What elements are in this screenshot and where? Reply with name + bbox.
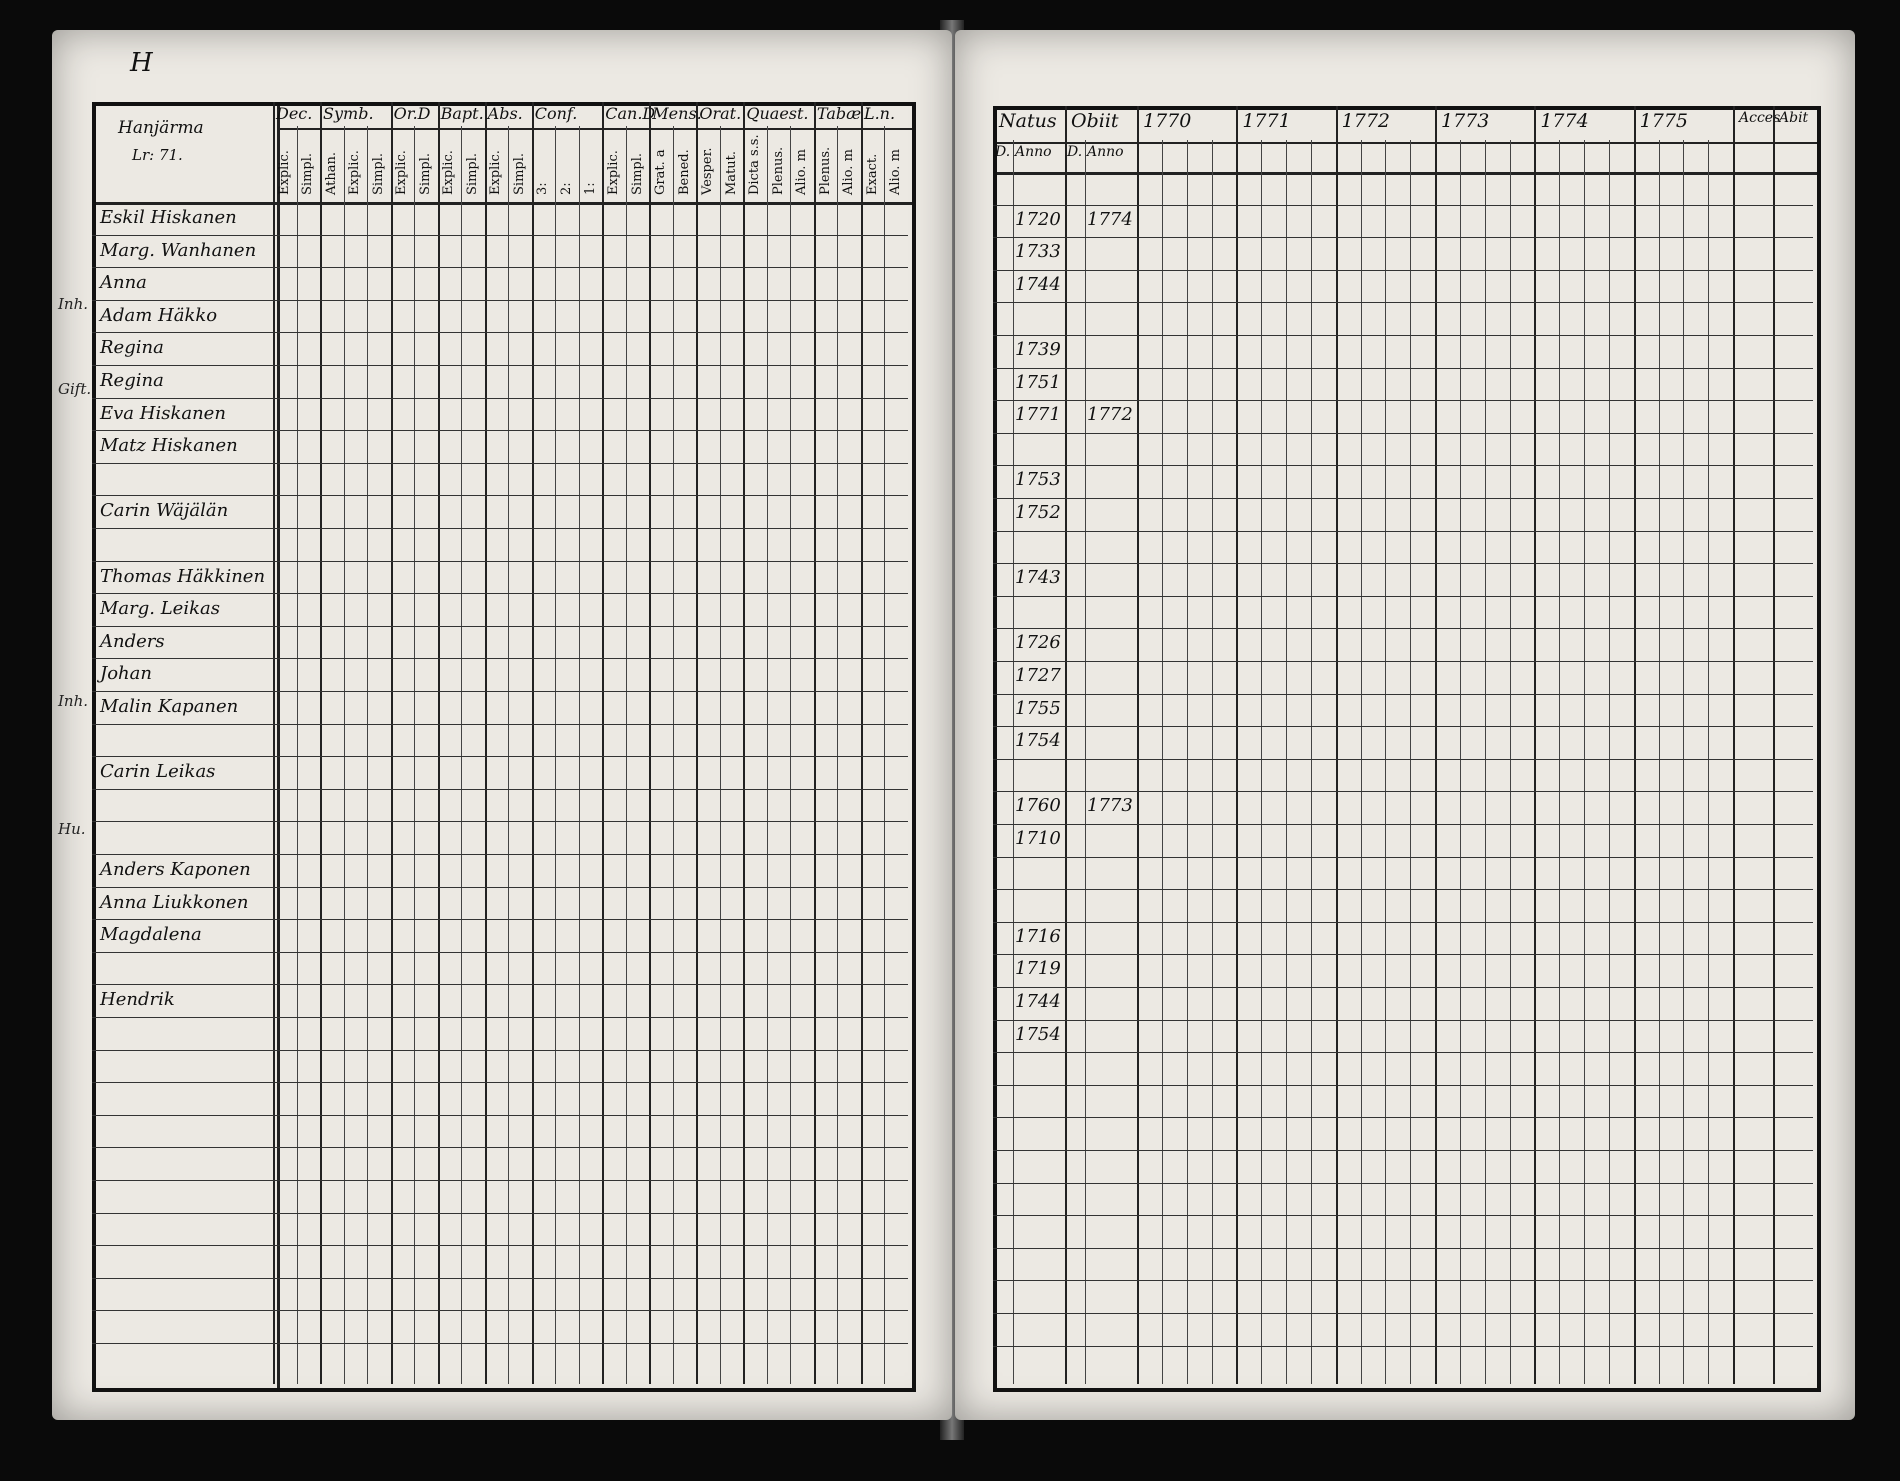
row-line <box>993 1052 1813 1053</box>
row-line <box>92 1147 908 1148</box>
column-divider <box>273 102 275 1384</box>
death-year: 1774 <box>1087 208 1133 230</box>
row-line <box>993 531 1813 532</box>
subcolumn-divider <box>1708 140 1709 1384</box>
row-line <box>92 463 908 464</box>
person-name: Carin Wäjälän <box>100 500 229 522</box>
subcolumn-divider <box>884 126 885 1384</box>
birth-year: 1754 <box>1015 730 1061 752</box>
row-line <box>92 1082 908 1083</box>
subcolumn-divider <box>837 126 838 1384</box>
row-line <box>92 398 908 399</box>
column-subheader: Alio. m <box>841 149 857 195</box>
column-header: 1774 <box>1540 110 1589 132</box>
column-header: Mens. <box>652 104 702 123</box>
row-line <box>92 332 908 333</box>
row-line <box>993 1280 1813 1281</box>
birth-death-register-table <box>993 106 1821 1392</box>
subcolumn-divider <box>1187 140 1188 1384</box>
subcolumn-divider <box>344 126 345 1384</box>
column-divider <box>485 102 487 1384</box>
subcolumn-divider <box>1510 140 1511 1384</box>
subcolumn-divider <box>720 126 721 1384</box>
margin-note: Inh. <box>58 692 89 710</box>
row-line <box>92 887 908 888</box>
column-subheader: Exact. <box>864 153 880 195</box>
column-header: Conf. <box>534 104 578 123</box>
subcolumn-divider <box>1559 140 1560 1384</box>
subcolumn-divider <box>555 126 556 1384</box>
row-line <box>993 335 1813 336</box>
row-line <box>92 1310 908 1311</box>
subcolumn-divider <box>1361 140 1362 1384</box>
subcolumn-divider <box>579 126 580 1384</box>
column-divider <box>1773 106 1775 1384</box>
column-subheader: Explic. <box>441 150 457 195</box>
birth-year: 1755 <box>1015 697 1061 719</box>
person-name: Eskil Hiskanen <box>100 207 237 228</box>
row-line <box>993 302 1813 303</box>
subcolumn-divider <box>767 126 768 1384</box>
row-line <box>92 626 908 627</box>
subcolumn-divider <box>1311 140 1312 1384</box>
parish-number: Lr: 71. <box>132 146 183 164</box>
row-line <box>92 1343 908 1344</box>
column-header: Acces <box>1739 110 1781 126</box>
row-line <box>92 1213 908 1214</box>
column-header: Abs. <box>487 104 523 123</box>
row-line <box>993 237 1813 238</box>
row-line <box>993 498 1813 499</box>
birth-year: 1744 <box>1015 991 1061 1012</box>
birth-year: 1719 <box>1015 958 1061 980</box>
column-divider <box>1634 106 1636 1384</box>
column-subheader: Simpl. <box>511 152 527 195</box>
birth-year: 1727 <box>1015 665 1061 686</box>
subcolumn-divider <box>367 126 368 1384</box>
column-header: 1770 <box>1143 110 1192 132</box>
subcolumn-divider <box>508 126 509 1384</box>
left-page <box>52 30 952 1420</box>
person-name: Anders <box>100 630 165 652</box>
column-subheader: Alio. m <box>794 149 810 195</box>
person-name: Magdalena <box>100 924 202 946</box>
row-line <box>993 1215 1813 1216</box>
row-line <box>993 922 1813 923</box>
parish-name: Hanjärma <box>118 118 204 138</box>
row-line <box>993 726 1813 727</box>
column-divider <box>1236 106 1238 1384</box>
person-name: Marg. Wanhanen <box>100 239 257 261</box>
column-divider <box>1733 106 1735 1384</box>
column-header: 1773 <box>1441 110 1490 132</box>
column-divider <box>1065 106 1067 1384</box>
person-name: Anders Kaponen <box>100 859 251 880</box>
row-line <box>993 1020 1813 1021</box>
column-header: 1771 <box>1242 110 1291 132</box>
row-line <box>92 854 908 855</box>
row-line <box>993 954 1813 955</box>
column-divider <box>743 102 745 1384</box>
subcolumn-divider <box>1385 140 1386 1384</box>
column-subheader: 1: <box>582 182 598 195</box>
row-line <box>993 1313 1813 1314</box>
birth-year: 1726 <box>1015 632 1061 654</box>
column-subheader: Simpl. <box>464 152 480 195</box>
row-line <box>993 1183 1813 1184</box>
subcolumn-divider <box>1584 140 1585 1384</box>
column-header: Tabæ <box>816 104 862 123</box>
birth-year: 1752 <box>1015 502 1061 523</box>
column-header: Natus <box>999 110 1057 132</box>
column-subheader: Simpl. <box>370 152 386 195</box>
row-line <box>993 791 1813 792</box>
column-divider <box>814 102 816 1384</box>
row-line <box>92 1050 908 1051</box>
row-line <box>92 691 908 692</box>
row-line <box>993 1117 1813 1118</box>
birth-year: 1716 <box>1015 925 1061 947</box>
subcolumn-divider <box>1683 140 1684 1384</box>
row-line <box>92 235 908 236</box>
person-name: Matz Hiskanen <box>100 435 238 457</box>
margin-note: Inh. <box>58 295 89 313</box>
column-divider <box>696 102 698 1384</box>
column-subheader: Simpl. <box>629 152 645 195</box>
column-divider <box>649 102 651 1384</box>
row-line <box>92 430 908 431</box>
row-line <box>92 1180 908 1181</box>
row-line <box>993 857 1813 858</box>
row-line <box>993 205 1813 206</box>
subcolumn-divider <box>1609 140 1610 1384</box>
column-divider <box>1435 106 1437 1384</box>
column-subheader: Plenus. <box>817 146 833 195</box>
column-header: Symb. <box>323 104 374 123</box>
column-subheader: Simpl. <box>417 152 433 195</box>
column-subheader: Plenus. <box>770 146 786 195</box>
row-line <box>993 759 1813 760</box>
subcolumn-divider <box>414 126 415 1384</box>
row-line <box>993 628 1813 629</box>
subcolumn-divider <box>1013 140 1014 1384</box>
column-header: Quaest. <box>746 104 809 123</box>
subcolumn-divider <box>790 126 791 1384</box>
person-name: Regina <box>100 370 164 391</box>
row-line <box>92 593 908 594</box>
row-line <box>92 495 908 496</box>
column-divider <box>1336 106 1338 1384</box>
subcolumn-divider <box>297 126 298 1384</box>
row-line <box>92 756 908 757</box>
row-line <box>993 824 1813 825</box>
birth-year: 1754 <box>1015 1023 1061 1045</box>
column-divider <box>1137 106 1139 1384</box>
row-line <box>993 270 1813 271</box>
column-subheader: D. <box>995 144 1011 160</box>
row-line <box>993 1248 1813 1249</box>
column-subheader: Anno <box>1087 144 1124 160</box>
birth-year: 1771 <box>1015 404 1061 426</box>
person-name: Carin Leikas <box>100 761 216 783</box>
column-subheader: D. <box>1067 144 1083 160</box>
column-header: L.n. <box>863 104 896 123</box>
person-name: Regina <box>100 337 164 359</box>
row-line <box>993 1150 1813 1151</box>
subcolumn-divider <box>1261 140 1262 1384</box>
column-header: 1772 <box>1341 110 1391 132</box>
column-header: Or.D <box>393 104 431 123</box>
row-line <box>993 368 1813 369</box>
birth-year: 1733 <box>1015 241 1061 263</box>
column-subheader: Grat. a <box>653 149 669 195</box>
person-name: Anna Liukkonen <box>100 891 249 913</box>
subcolumn-divider <box>626 126 627 1384</box>
person-name: Anna <box>100 272 147 294</box>
subcolumn-divider <box>1460 140 1461 1384</box>
column-header: Bapt. <box>440 104 484 123</box>
subcolumn-divider <box>673 126 674 1384</box>
column-subheader: 2: <box>558 182 574 195</box>
column-header: Dec. <box>276 104 313 123</box>
column-divider <box>438 102 440 1384</box>
column-header: Obiit <box>1071 110 1119 132</box>
right-page <box>955 30 1855 1420</box>
column-header: Abit <box>1779 110 1809 126</box>
column-subheader: Explic. <box>606 150 622 195</box>
column-subheader: Matut. <box>723 150 739 195</box>
row-line <box>92 821 908 822</box>
birth-year: 1743 <box>1015 567 1061 589</box>
row-line <box>92 984 908 985</box>
page-corner-label: H <box>130 48 153 78</box>
birth-year: 1739 <box>1015 339 1061 360</box>
subcolumn-divider <box>1659 140 1660 1384</box>
death-year: 1773 <box>1087 795 1133 817</box>
row-line <box>92 1278 908 1279</box>
row-line <box>92 919 908 920</box>
column-subheader: Alio. m <box>888 149 904 195</box>
row-line <box>993 433 1813 434</box>
row-line <box>993 694 1813 695</box>
birth-year: 1744 <box>1015 273 1061 295</box>
column-subheader: Explic. <box>276 150 292 195</box>
catechism-register-table <box>92 102 916 1392</box>
row-line <box>993 1346 1813 1347</box>
row-line <box>993 400 1813 401</box>
person-name: Eva Hiskanen <box>100 402 226 424</box>
column-subheader: Vesper. <box>700 147 716 195</box>
column-divider <box>1534 106 1536 1384</box>
column-subheader: Dicta s.s. <box>747 134 763 195</box>
margin-note: Gift. <box>58 380 92 398</box>
column-subheader: Anno <box>1015 144 1052 160</box>
person-name: Malin Kapanen <box>100 696 239 717</box>
birth-year: 1720 <box>1015 208 1061 230</box>
column-divider <box>532 102 534 1384</box>
row-line <box>92 952 908 953</box>
row-line <box>993 465 1813 466</box>
row-line <box>993 563 1813 564</box>
column-divider <box>320 102 322 1384</box>
column-header: Can.D <box>605 104 656 123</box>
birth-year: 1760 <box>1015 795 1061 817</box>
row-line <box>92 300 908 301</box>
row-line <box>92 267 908 268</box>
person-name: Adam Häkko <box>100 304 218 326</box>
column-header: 1775 <box>1639 110 1689 132</box>
subcolumn-divider <box>1485 140 1486 1384</box>
row-line <box>92 1017 908 1018</box>
person-name: Johan <box>100 663 152 685</box>
margin-note: Hu. <box>58 820 86 838</box>
row-line <box>993 889 1813 890</box>
birth-year: 1751 <box>1015 371 1061 393</box>
row-line <box>92 528 908 529</box>
column-subheader: Simpl. <box>300 152 316 195</box>
row-line <box>92 724 908 725</box>
row-line <box>92 789 908 790</box>
birth-year: 1710 <box>1015 828 1061 849</box>
birth-year: 1753 <box>1015 469 1061 491</box>
column-subheader: Athan. <box>323 151 339 195</box>
column-header: Orat. <box>699 104 742 123</box>
subcolumn-divider <box>1410 140 1411 1384</box>
subcolumn-divider <box>461 126 462 1384</box>
person-name: Marg. Leikas <box>100 598 220 620</box>
column-subheader: 3: <box>535 182 551 195</box>
row-line <box>993 987 1813 988</box>
row-line <box>92 561 908 562</box>
row-line <box>92 1245 908 1246</box>
person-name: Thomas Häkkinen <box>100 565 266 587</box>
row-line <box>92 1115 908 1116</box>
column-subheader: Explic. <box>488 150 504 195</box>
subcolumn-divider <box>1286 140 1287 1384</box>
death-year: 1772 <box>1087 404 1133 426</box>
person-name: Hendrik <box>100 989 175 1011</box>
column-subheader: Explic. <box>394 150 410 195</box>
column-divider <box>391 102 393 1384</box>
column-divider <box>861 102 863 1384</box>
subcolumn-divider <box>1085 140 1086 1384</box>
column-subheader: Explic. <box>347 150 363 195</box>
row-line <box>92 365 908 366</box>
subcolumn-divider <box>1162 140 1163 1384</box>
column-divider <box>602 102 604 1384</box>
column-subheader: Bened. <box>676 149 692 195</box>
row-line <box>993 596 1813 597</box>
subcolumn-divider <box>1212 140 1213 1384</box>
row-line <box>993 1085 1813 1086</box>
row-line <box>993 661 1813 662</box>
row-line <box>92 658 908 659</box>
